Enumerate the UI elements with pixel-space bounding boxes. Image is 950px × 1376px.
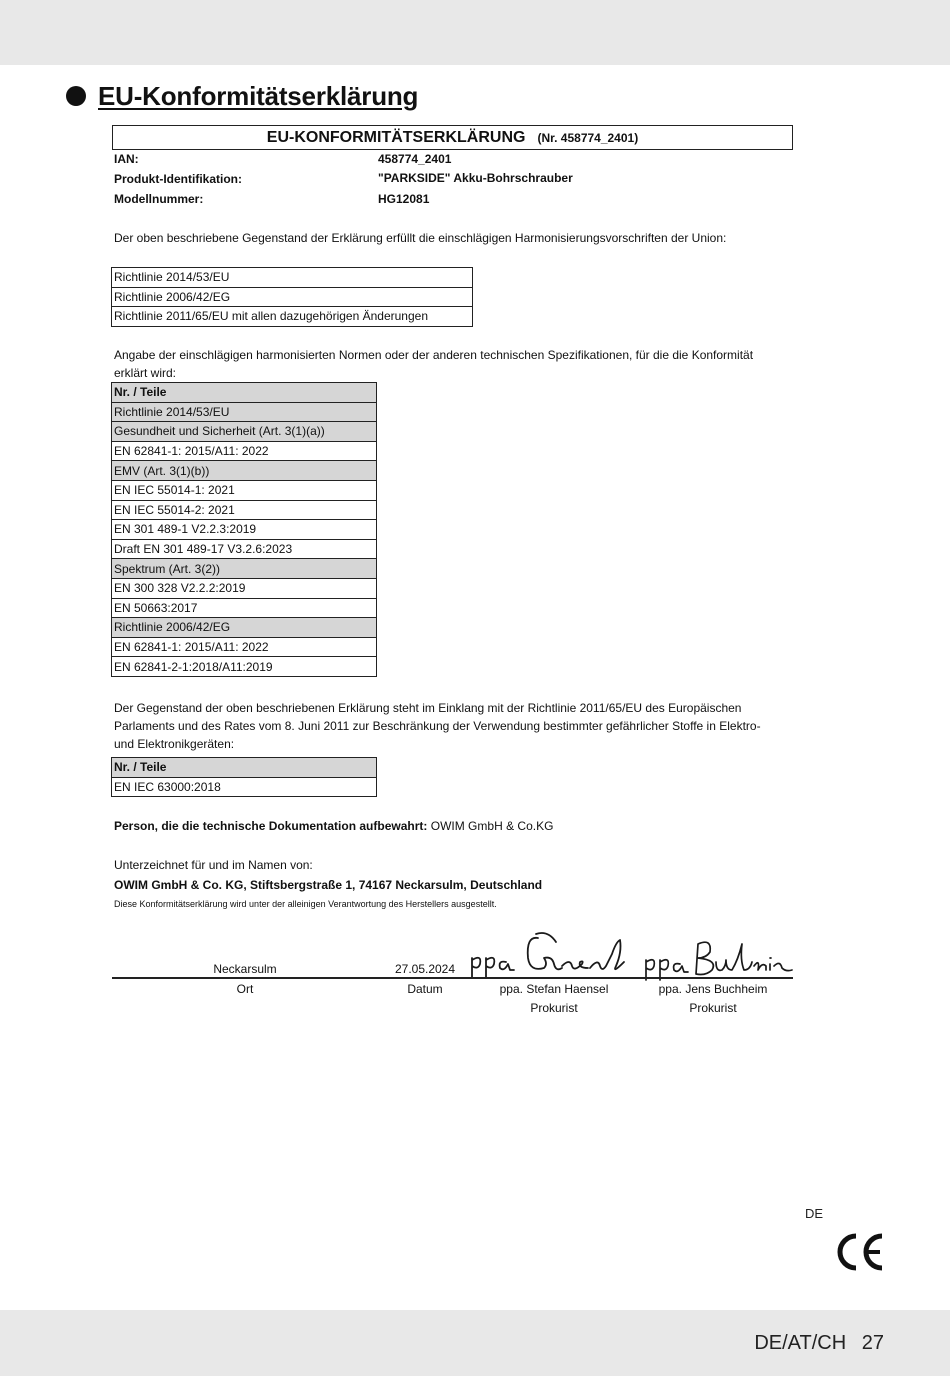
standards-intro-line1: Angabe der einschlägigen harmonisierten Normen oder der anderen technischen Spezifikationen, für die die Konformität [114,348,754,362]
directives-table [111,267,473,327]
bullet-icon [66,86,86,106]
standards-cell: EN 50663:2017 [112,598,377,618]
table-row [112,559,377,579]
product-value: "PARKSIDE" Akku-Bohrschrauber [378,171,573,185]
standards-group: Gesundheit und Sicherheit (Art. 3(1)(a)) [112,422,377,442]
signer2-name: ppa. Jens Buchheim [658,982,768,996]
tech-doc-line [114,817,553,835]
standards-cell: EN 62841-1: 2015/A11: 2022 [112,441,377,461]
directive-cell: Richtlinie 2014/53/EU [112,268,473,288]
standards-header: Nr. / Teile [112,383,377,403]
company-address: OWIM GmbH & Co. KG, Stiftsbergstraße 1, 74167 Neckarsulm, Deutschland [114,878,543,892]
standards-group: Spektrum (Art. 3(2)) [112,559,377,579]
rohs-line3: und Elektronikgeräten: [114,737,235,751]
standards-cell: EN 62841-2-1:2018/A11:2019 [112,657,377,677]
table-row [112,637,377,657]
signature-haensel [466,928,632,984]
place-label: Ort [236,982,254,996]
rohs-cell: EN IEC 63000:2018 [112,777,377,797]
table-row [112,307,473,327]
date-label: Datum [407,982,443,996]
table-row [112,578,377,598]
standards-cell: EN 62841-1: 2015/A11: 2022 [112,637,377,657]
signer2-role: Prokurist [689,1001,737,1015]
standards-cell: EN 301 489-1 V2.2.3:2019 [112,520,377,540]
table-row [112,618,377,638]
heading-text: EU-Konformitätserklärung [98,80,419,111]
table-row [112,758,377,778]
signer1-role: Prokurist [530,1001,578,1015]
standards-cell: EN 300 328 V2.2.2:2019 [112,578,377,598]
date-value: 27.05.2024 [394,962,456,976]
standards-group: Richtlinie 2014/53/EU [112,402,377,422]
table-row [112,480,377,500]
ce-mark-icon [834,1232,888,1272]
directive-cell: Richtlinie 2006/42/EG [112,287,473,307]
standards-group: Richtlinie 2006/42/EG [112,618,377,638]
directive-cell: Richtlinie 2011/65/EU mit allen dazugehörigen Änderungen [112,307,473,327]
standards-cell: EN IEC 55014-1: 2021 [112,480,377,500]
page-footer [744,1332,884,1355]
table-row [112,461,377,481]
place-value: Neckarsulm [213,962,277,976]
product-label: Produkt-Identifikation: [114,172,242,186]
ian-value: 458774_2401 [378,152,452,166]
table-row [112,287,473,307]
page-number: 27 [861,1332,884,1354]
rohs-header: Nr. / Teile [112,758,377,778]
declaration-title-box [112,125,793,150]
model-value: HG12081 [378,192,430,206]
top-band [0,0,950,65]
tech-doc-value: OWIM GmbH & Co.KG [430,819,554,833]
table-row [112,441,377,461]
table-row [112,520,377,540]
table-row [112,777,377,797]
footer-region: DE/AT/CH [754,1332,847,1354]
standards-table [111,382,377,677]
table-row [112,268,473,288]
tech-doc-label: Person, die die technische Dokumentation aufbewahrt: [114,819,428,833]
rohs-line1: Der Gegenstand der oben beschriebenen Erklärung steht im Einklang mit der Richtlinie 2011/65/EU des Europäischen [114,701,742,715]
table-row [112,383,377,403]
signer1-name: ppa. Stefan Haensel [499,982,609,996]
table-row [112,402,377,422]
responsibility-note: Diese Konformitätserklärung wird unter der alleinigen Verantwortung des Herstellers ausgestellt. [114,899,497,909]
rohs-table [111,757,377,797]
table-row [112,539,377,559]
ian-label: IAN: [114,152,139,166]
table-row [112,500,377,520]
standards-cell: EN IEC 55014-2: 2021 [112,500,377,520]
standards-group: EMV (Art. 3(1)(b)) [112,461,377,481]
intro-text: Der oben beschriebene Gegenstand der Erklärung erfüllt die einschlägigen Harmonisierungsvorschriften der Union: [114,231,727,245]
standards-cell: Draft EN 301 489-17 V3.2.6:2023 [112,539,377,559]
signed-for: Unterzeichnet für und im Namen von: [114,858,313,872]
model-label: Modellnummer: [114,192,204,206]
table-row [112,422,377,442]
signature-line [112,977,793,979]
table-row [112,598,377,618]
rohs-line2: Parlaments und des Rates vom 8. Juni 2011 zur Beschränkung der Verwendung bestimmter gefährlicher Stoffe in Elektro- [114,719,761,733]
section-heading [66,80,418,112]
declaration-title: EU-KONFORMITÄTSERKLÄRUNG [266,128,526,146]
standards-intro-line2: erklärt wird: [114,366,177,380]
declaration-number: (Nr. 458774_2401) [537,130,639,145]
language-mark: DE [805,1206,824,1221]
table-row [112,657,377,677]
